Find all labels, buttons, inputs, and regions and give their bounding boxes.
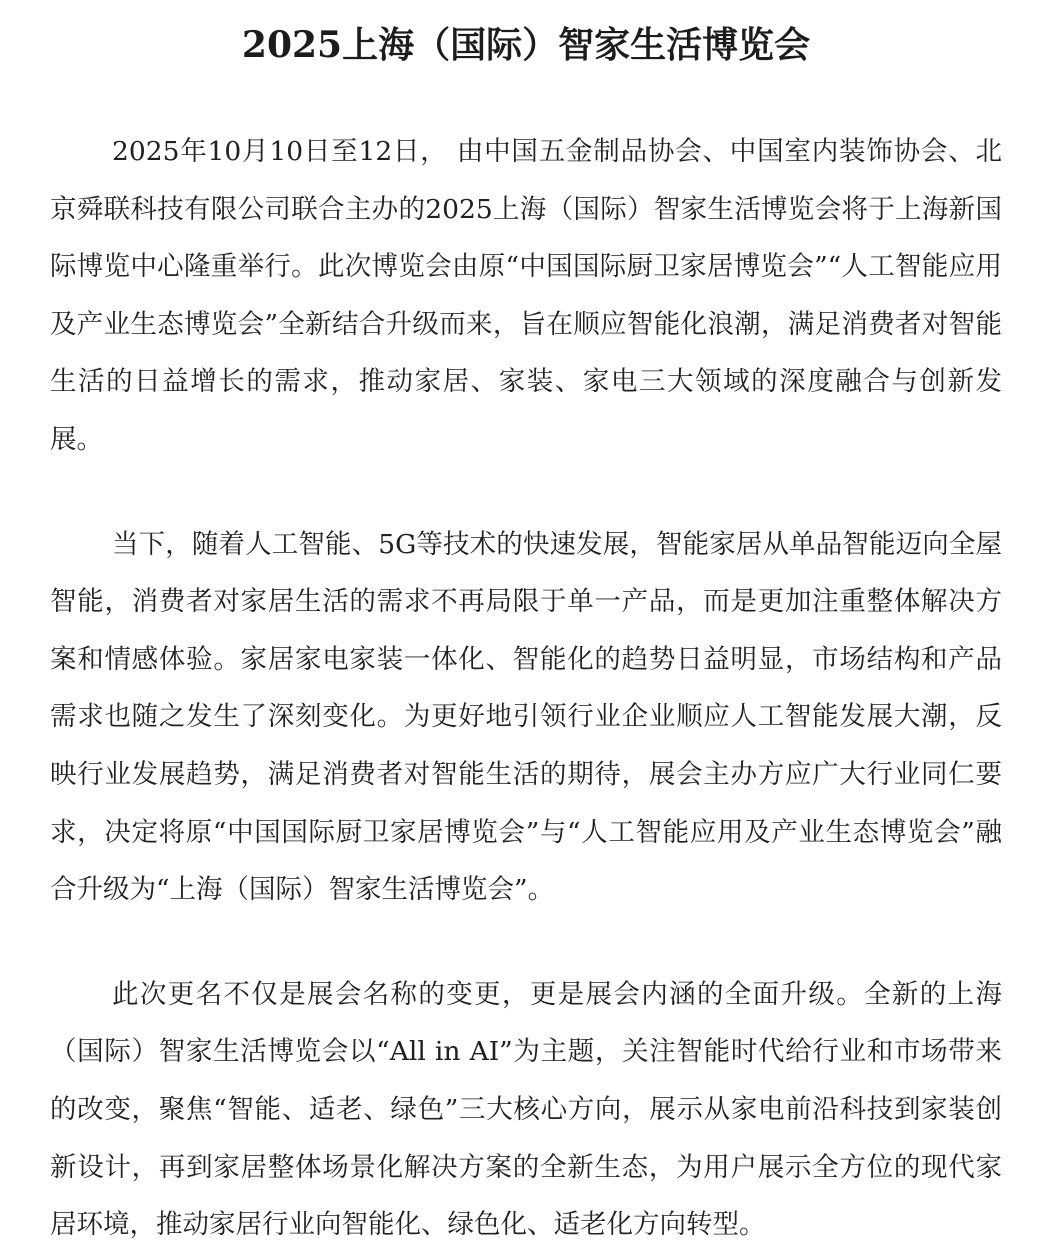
article-paragraph-1: 2025年10月10日至12日， 由中国五金制品协会、中国室内装饰协会、北京舜联科技有限公司联合主办的2025上海（国际）智家生活博览会将于上海新国际博览中心隆重举行。此次博览会由原“中国国际厨卫家居博览会”“人工智能应用及产业生态博览会”全新结合升级而来，旨在顺应智能化浪潮，满足消费者对智能生活的日益增长的需求，推动家居、家装、家电三大领域的深度融合与创新发展。 — [50, 136, 1002, 455]
article-paragraph-3: 此次更名不仅是展会名称的变更，更是展会内涵的全面升级。全新的上海（国际）智家生活博览会以“All in AI”为主题，关注智能时代给行业和市场带来的改变，聚焦“智能、适老、绿色”三大核心方向，展示从家电前沿科技到家装创新设计，再到家居整体场景化解决方案的全新生态，为用户展示全方位的现代家居环境，推动家居行业向智能化、绿色化、适老化方向转型。 — [50, 978, 1002, 1241]
article-paragraph-2: 当下，随着人工智能、5G等技术的快速发展，智能家居从单品智能迈向全屋智能，消费者对家居生活的需求不再局限于单一产品，而是更加注重整体解决方案和情感体验。家居家电家装一体化、智能化的趋势日益明显，市场结构和产品需求也随之发生了深刻变化。为更好地引领行业企业顺应人工智能发展大潮，反映行业发展趋势，满足消费者对智能生活的期待，展会主办方应广大行业同仁要求，决定将原“中国国际厨卫家居博览会”与“人工智能应用及产业生态博览会”融合升级为“上海（国际）智家生活博览会”。 — [50, 528, 1002, 906]
article-title: 2025上海（国际）智家生活博览会 — [241, 24, 811, 66]
article-body — [50, 123, 1002, 1254]
